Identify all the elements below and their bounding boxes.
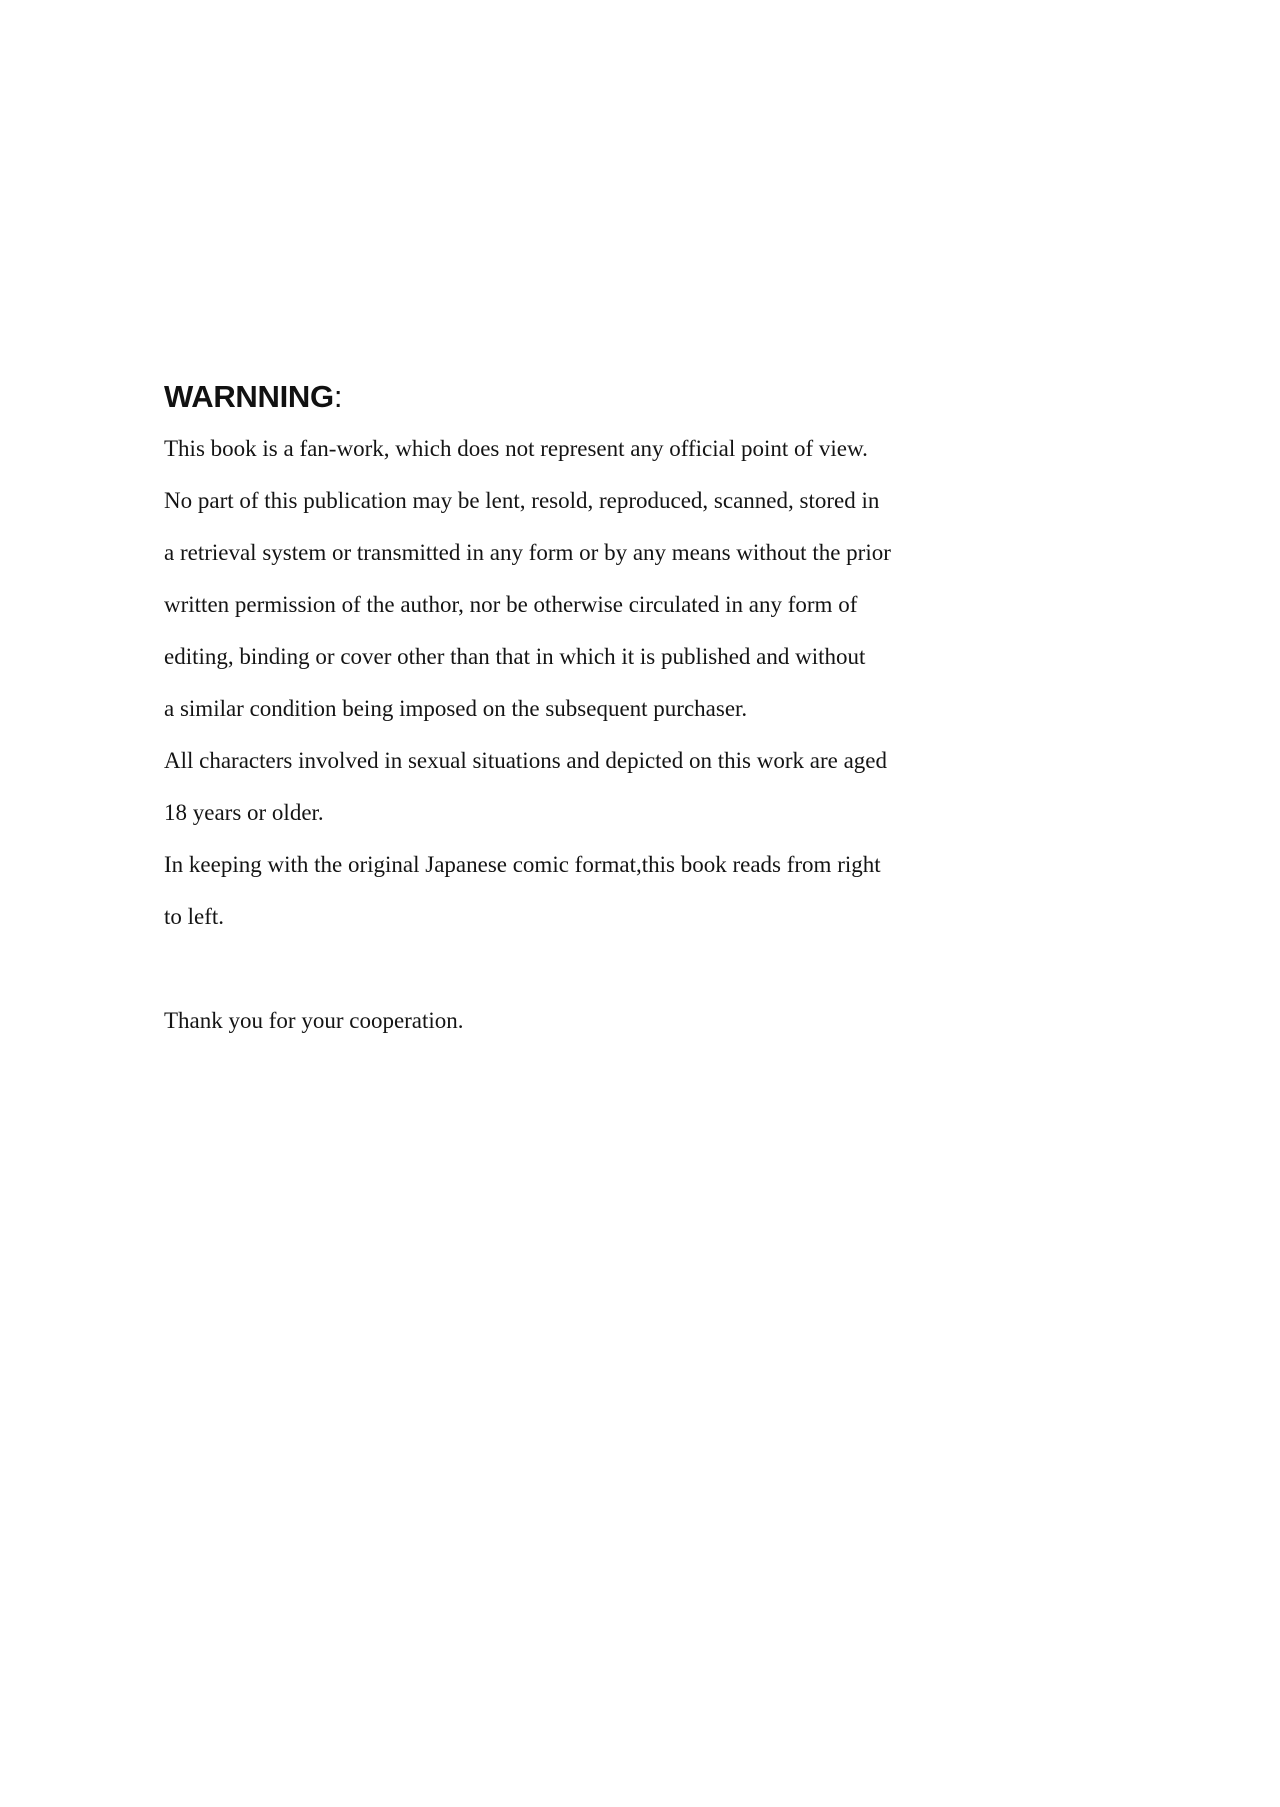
- warning-heading-text: WARNNING: [164, 379, 334, 414]
- body-line-7: All characters involved in sexual situations and depicted on this work are aged: [164, 748, 888, 773]
- warning-text-block: [164, 371, 1044, 1047]
- paragraph-spacer: [164, 943, 1044, 995]
- body-line-10: to left.: [164, 904, 225, 929]
- body-line-6: a similar condition being imposed on the subsequent purchaser.: [164, 696, 748, 721]
- body-line-2: No part of this publication may be lent, resold, reproduced, scanned, stored in: [164, 488, 880, 513]
- body-line-4: written permission of the author, nor be otherwise circulated in any form of: [164, 592, 858, 617]
- warning-heading: [164, 371, 1044, 423]
- closing-line: Thank you for your cooperation.: [164, 1008, 464, 1033]
- body-line-3: a retrieval system or transmitted in any form or by any means without the prior: [164, 540, 891, 565]
- body-line-8: 18 years or older.: [164, 800, 324, 825]
- body-line-5: editing, binding or cover other than that in which it is published and without: [164, 644, 866, 669]
- body-line-9: In keeping with the original Japanese comic format,this book reads from right: [164, 852, 881, 877]
- body-line-1: This book is a fan-work, which does not represent any official point of view.: [164, 436, 868, 461]
- warning-heading-colon: :: [333, 379, 343, 414]
